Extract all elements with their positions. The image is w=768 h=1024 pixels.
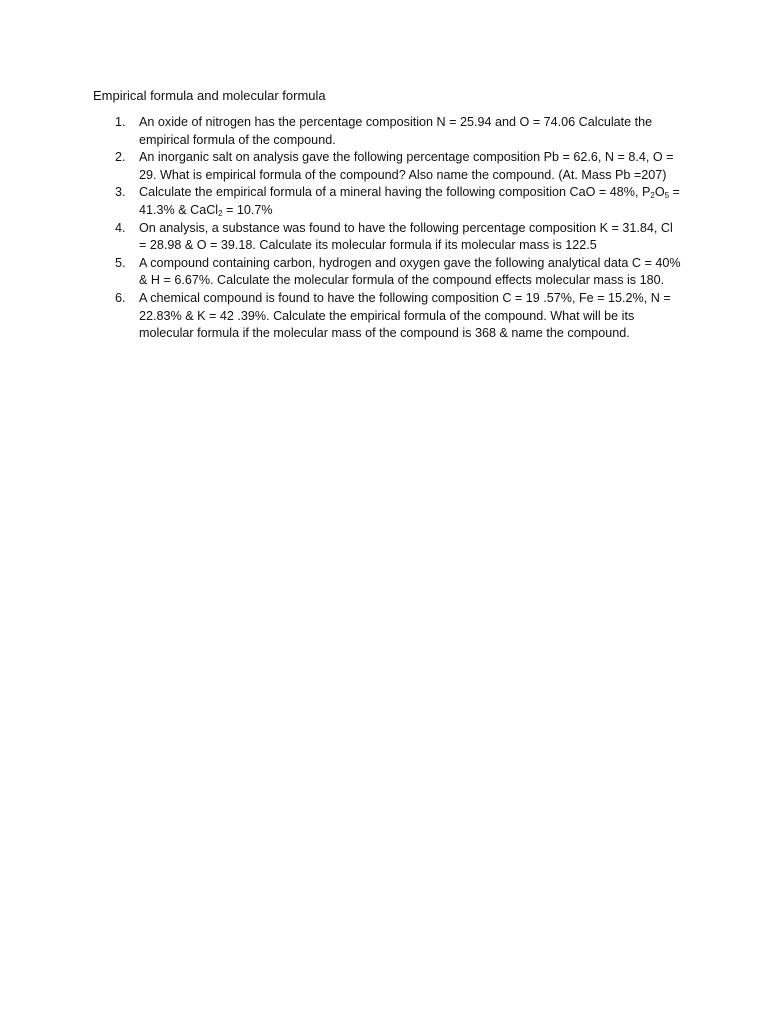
question-number: 1. (115, 115, 126, 129)
question-number: 2. (115, 150, 126, 165)
question-number: 3. (115, 185, 126, 200)
question-item (93, 255, 683, 290)
question-item (93, 290, 683, 343)
question-item (93, 184, 683, 219)
question-text-part: = 41.3% & CaCl (139, 185, 680, 217)
formula-element-p: P (641, 185, 651, 200)
question-text: An inorganic salt on analysis gave the following percentage composition Pb = 62.6, N = 8.4, O = 29. What is empirical formula of the compound? Also name the compound. (At. Mass Pb =207) (139, 150, 674, 182)
question-item (93, 220, 683, 255)
subscript: 2 (650, 191, 655, 201)
question-number: 6. (115, 290, 126, 305)
question-text: On analysis, a substance was found to have the following percentage composition K = 31.84, Cl = 28.98 & O = 39.18. Calculate its molecular formula if its molecular mass is 122.5 (139, 220, 673, 253)
question-text-part: Calculate the empirical formula of a mineral having the following composition CaO = 48%, (139, 185, 642, 200)
question-text: A chemical compound is found to have the following composition C = 19 .57%, Fe = 15.2%, N = 22.83% & K = 42 .39%. Calculate the empirical formula of the compound. What will be its molecular formula if the molecular mass of the compound is 368 & name the compound. (139, 290, 671, 341)
question-text: A compound containing carbon, hydrogen and oxygen gave the following analytical data C = 40% & H = 6.67%. Calculate the molecular formula of the compound effects molecular mass is 180. (139, 255, 681, 288)
document-title: Empirical formula and molecular formula (93, 88, 326, 103)
question-text-part: = 10.7% (222, 202, 273, 217)
question-number: 4. (115, 220, 126, 235)
question-list (93, 114, 683, 343)
question-number: 5. (115, 255, 126, 270)
question-item (93, 114, 683, 149)
subscript: 5 (664, 191, 670, 201)
question-item (93, 149, 683, 184)
subscript: 2 (218, 208, 223, 218)
formula-element-o: O (654, 185, 665, 200)
question-text (139, 184, 683, 219)
question-text: An oxide of nitrogen has the percentage composition N = 25.94 and O = 74.06 Calculate the empirical formula of the compound. (139, 115, 653, 147)
